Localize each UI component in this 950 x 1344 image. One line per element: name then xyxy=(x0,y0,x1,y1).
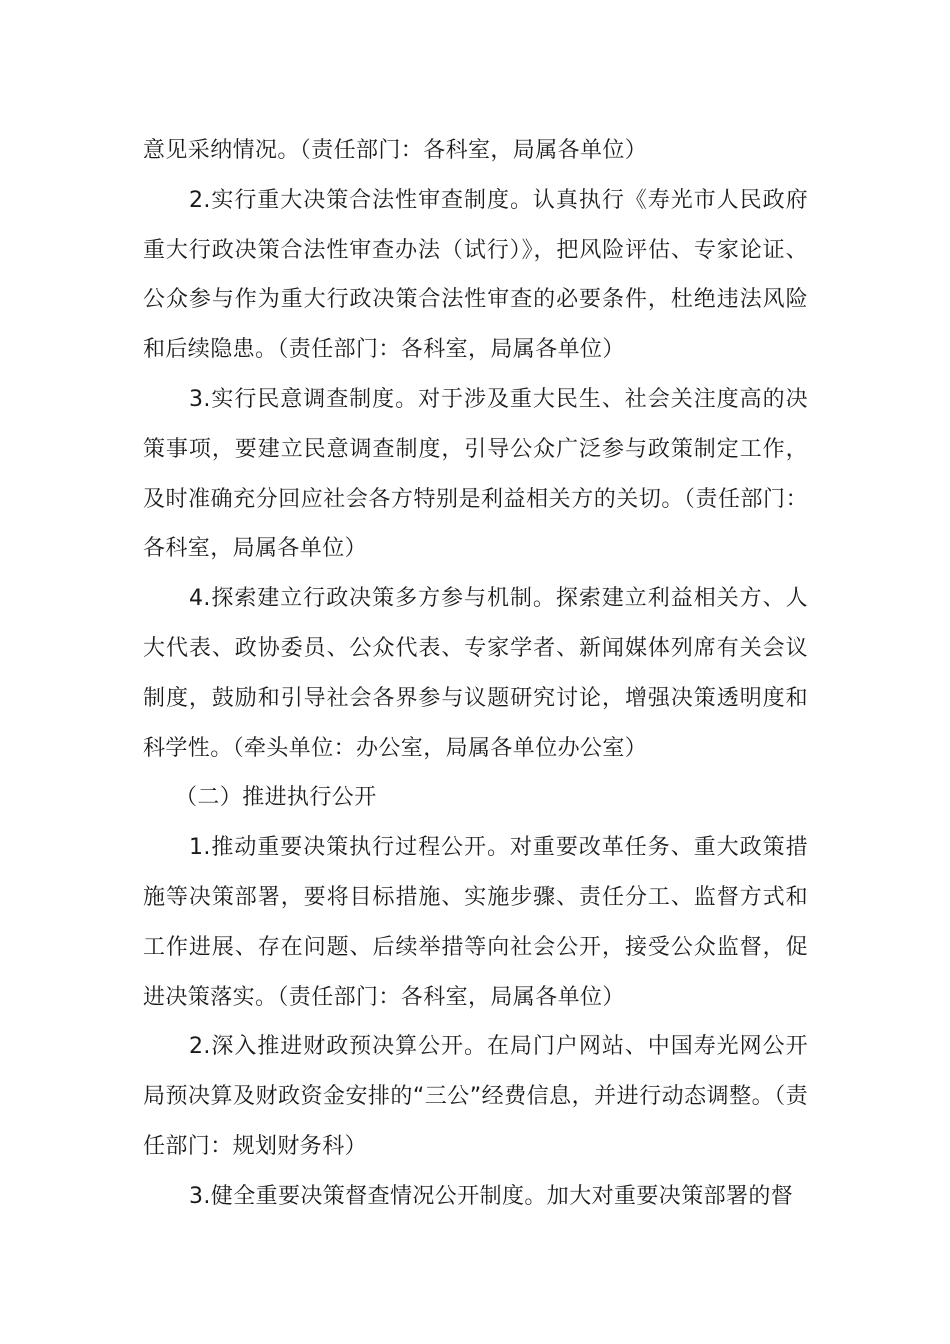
section-heading-execution-disclosure: （二）推进执行公开 xyxy=(175,785,377,811)
paragraph-multi-party-participation: 4.探索建立行政决策多方参与机制。探索建立利益相关方、人大代表、政协委员、公众代表、专家学者、新闻媒体列席有关会议制度，鼓励和引导社会各界参与议题研究讨论，增强决策透明度和科学性。（牵头单位：办公室，局属各单位办公室） xyxy=(143,586,808,761)
paragraph-execution-process-disclosure: 1.推动重要决策执行过程公开。对重要改革任务、重大政策措施等决策部署，要将目标措施、实施步骤、责任分工、监督方式和工作进展、存在问题、后续举措等向社会公开，接受公众监督，促进决策落实。（责任部门：各科室，局属各单位） xyxy=(143,835,808,1010)
paragraph-inspection-disclosure: 3.健全重要决策督查情况公开制度。加大对重要决策部署的督 xyxy=(189,1183,794,1209)
paragraph-budget-disclosure: 2.深入推进财政预决算公开。在局门户网站、中国寿光网公开局预决算及财政资金安排的“三公”经费信息，并进行动态调整。（责任部门：规划财务科） xyxy=(143,1034,808,1159)
paragraph-legality-review: 2.实行重大决策合法性审查制度。认真执行《寿光市人民政府重大行政决策合法性审查办法（试行）》，把风险评估、专家论证、公众参与作为重大行政决策合法性审查的必要条件，杜绝违法风险和后续隐患。（责任部门：各科室，局属各单位） xyxy=(143,187,808,363)
paragraph-public-opinion-survey: 3.实行民意调查制度。对于涉及重大民生、社会关注度高的决策事项，要建立民意调查制度，引导公众广泛参与政策制定工作，及时准确充分回应社会各方特别是利益相关方的关切。（责任部门：各科室，局属各单位） xyxy=(143,386,808,562)
paragraph-continuation: 意见采纳情况。（责任部门：各科室，局属各单位） xyxy=(143,138,648,163)
document-body xyxy=(143,126,808,1222)
